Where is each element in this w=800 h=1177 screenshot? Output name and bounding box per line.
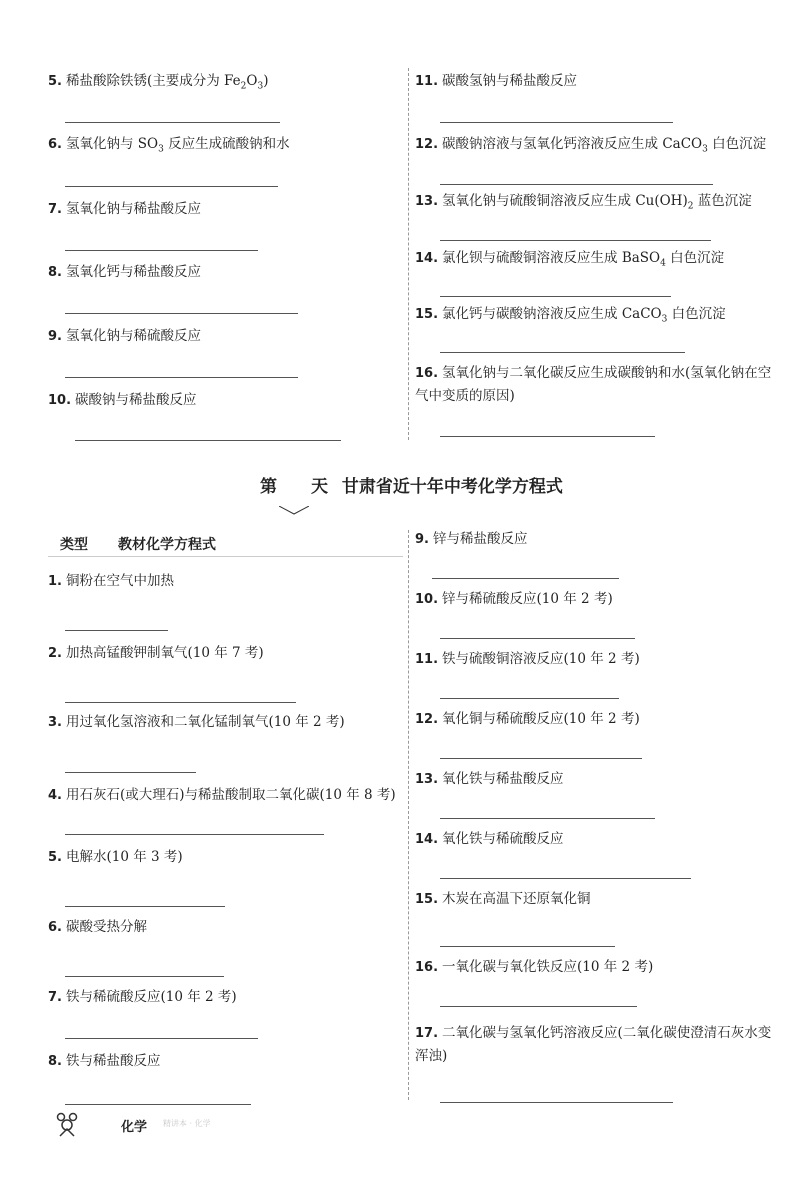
subject-label: 化学 (121, 1120, 148, 1135)
answer-line[interactable] (440, 436, 655, 437)
type-header-underline (48, 556, 403, 557)
question-9-top: 9. 氢氧化钠与稀硫酸反应 (48, 328, 201, 344)
answer-line[interactable] (440, 296, 671, 297)
column-divider-bottom (408, 530, 409, 1100)
question-5-top: 5. 稀盐酸除铁锈(主要成分为 $Fe_2O_3$) (48, 73, 269, 92)
answer-line[interactable] (65, 1038, 258, 1039)
question-15: 15. 木炭在高温下还原氧化铜 (415, 891, 591, 907)
answer-line[interactable] (65, 313, 298, 314)
question-12-top: 12. 碳酸钠溶液与氢氧化钙溶液反应生成 CaCO$_3$ 白色沉淀 (415, 136, 767, 155)
question-1: 1. 铜粉在空气中加热 (48, 573, 174, 589)
question-8: 8. 铁与稀盐酸反应 (48, 1053, 161, 1069)
question-7: 7. 铁与稀硫酸反应(10 年 2 考) (48, 989, 237, 1005)
answer-line[interactable] (440, 946, 615, 947)
question-12: 12. 氧化铜与稀硫酸反应(10 年 2 考) (415, 711, 640, 727)
answer-line[interactable] (440, 122, 673, 123)
answer-line[interactable] (65, 630, 168, 631)
answer-line[interactable] (440, 758, 642, 759)
answer-line[interactable] (440, 638, 635, 639)
section-title: 第 天 甘肃省近十年中考化学方程式 (260, 472, 563, 497)
question-7-top: 7. 氢氧化钠与稀盐酸反应 (48, 201, 201, 217)
question-11: 11. 铁与硫酸铜溶液反应(10 年 2 考) (415, 651, 640, 667)
mascot-logo-icon (55, 1112, 79, 1138)
answer-line[interactable] (65, 976, 224, 977)
question-6-top: 6. 氢氧化钠与 $SO_3$ 反应生成硫酸钠和水 (48, 136, 290, 155)
question-8-top: 8. 氢氧化钙与稀盐酸反应 (48, 264, 201, 280)
question-4: 4. 用石灰石(或大理石)与稀盐酸制取二氧化碳(10 年 8 考) (48, 787, 396, 803)
question-13: 13. 氧化铁与稀盐酸反应 (415, 771, 564, 787)
question-6: 6. 碳酸受热分解 (48, 919, 147, 935)
answer-line[interactable] (65, 122, 280, 123)
answer-line[interactable] (440, 698, 619, 699)
answer-line[interactable] (440, 184, 713, 185)
answer-line[interactable] (65, 186, 278, 187)
answer-line[interactable] (65, 772, 196, 773)
answer-line[interactable] (440, 878, 691, 879)
question-13-top: 13. 氢氧化钠与硫酸铜溶液反应生成 $Cu(OH)_2$ 蓝色沉淀 (415, 193, 752, 212)
question-14: 14. 氧化铁与稀硫酸反应 (415, 831, 564, 847)
answer-line[interactable] (440, 818, 655, 819)
answer-line[interactable] (65, 1104, 251, 1105)
answer-line[interactable] (65, 250, 258, 251)
question-11-top: 11. 碳酸氢钠与稀盐酸反应 (415, 73, 578, 89)
question-15-top: 15. 氯化钙与碳酸钠溶液反应生成 CaCO$_3$ 白色沉淀 (415, 306, 726, 325)
answer-line[interactable] (65, 377, 298, 378)
question-2: 2. 加热高锰酸钾制氧气(10 年 7 考) (48, 645, 264, 661)
answer-line[interactable] (65, 702, 296, 703)
answer-line[interactable] (65, 906, 225, 907)
question-17: 17. 二氧化碳与氢氧化钙溶液反应(二氧化碳使澄清石灰水变浑浊) (415, 1025, 772, 1064)
question-5: 5. 电解水(10 年 3 考) (48, 849, 183, 865)
answer-line[interactable] (65, 834, 324, 835)
answer-line[interactable] (440, 1102, 673, 1103)
question-16-top: 16. 氢氧化钠与二氧化碳反应生成碳酸钠和水(氢氧化钠在空气中变质的原因) (415, 365, 772, 404)
question-10: 10. 锌与稀硫酸反应(10 年 2 考) (415, 591, 613, 607)
answer-line[interactable] (440, 352, 685, 353)
type-header: 类型 教材化学方程式 (60, 537, 216, 553)
question-9: 9. 锌与稀盐酸反应 (415, 531, 528, 547)
answer-line[interactable] (432, 578, 619, 579)
answer-line[interactable] (75, 440, 341, 441)
question-3: 3. 用过氧化氢溶液和二氧化锰制氧气(10 年 2 考) (48, 714, 345, 730)
question-16: 16. 一氧化碳与氧化铁反应(10 年 2 考) (415, 959, 654, 975)
question-10-top: 10. 碳酸钠与稀盐酸反应 (48, 392, 197, 408)
answer-line[interactable] (440, 240, 711, 241)
footer-faint-text: 精讲本 · 化学 (163, 1119, 211, 1128)
question-14-top: 14. 氯化钡与硫酸铜溶液反应生成 BaSO$_4$ 白色沉淀 (415, 250, 725, 269)
answer-line[interactable] (440, 1006, 637, 1007)
column-divider-top (408, 68, 409, 440)
